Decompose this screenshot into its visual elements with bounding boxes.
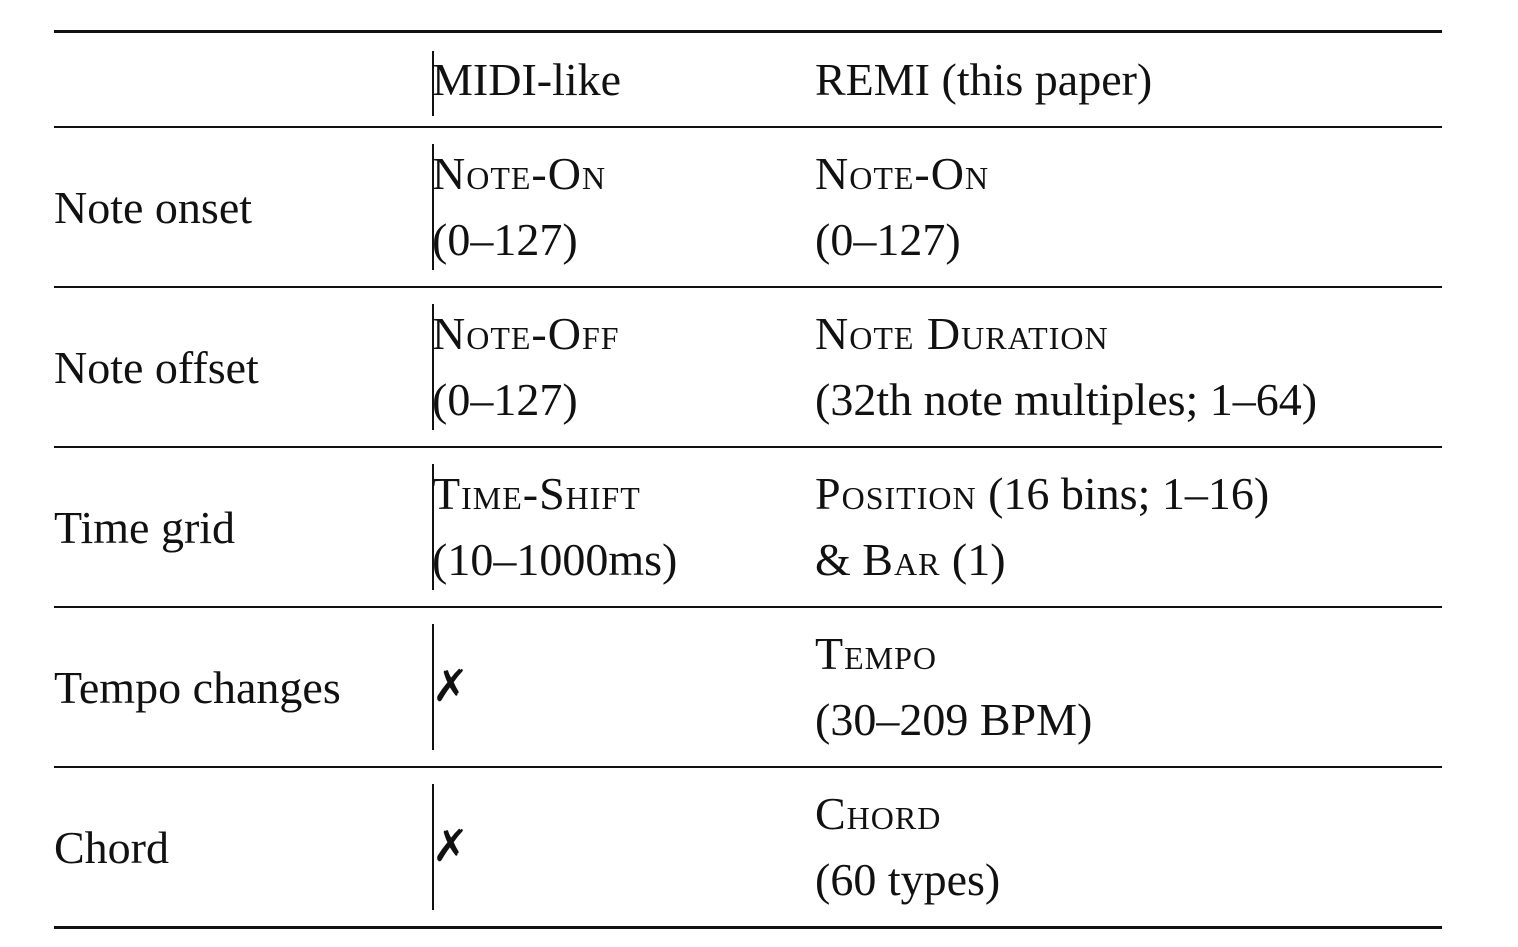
table-row <box>54 287 1442 447</box>
table-row <box>54 447 1442 607</box>
remi-event-name: Tempo <box>815 628 938 679</box>
header-remi-label: REMI (this paper) <box>815 53 1153 105</box>
row-remi-cell <box>815 127 1442 287</box>
representation-comparison-table <box>54 30 1442 929</box>
midi-event-name: Note-On <box>432 148 607 199</box>
remi-event-name: Note-On <box>815 148 990 199</box>
row-remi-cell <box>815 607 1442 767</box>
header-feature <box>54 33 432 127</box>
table-row <box>54 127 1442 287</box>
column-divider <box>432 304 434 430</box>
cross-mark-icon: ✗ <box>432 821 469 872</box>
row-feature: Chord <box>54 767 432 928</box>
header-remi <box>815 33 1442 127</box>
column-divider <box>432 144 434 270</box>
comparison-table-container <box>54 30 1442 929</box>
row-midi-cell <box>432 607 815 767</box>
row-midi-cell <box>432 287 815 447</box>
row-remi-cell <box>815 447 1442 607</box>
column-divider <box>432 624 434 750</box>
row-feature: Note offset <box>54 287 432 447</box>
column-divider <box>432 464 434 590</box>
remi-event-range: (60 types) <box>815 854 1001 905</box>
row-remi-cell <box>815 287 1442 447</box>
column-divider <box>432 51 434 116</box>
midi-event-name: Note-Off <box>432 308 620 359</box>
cross-mark-icon: ✗ <box>432 661 469 712</box>
remi-event-name: Note Duration <box>815 308 1109 359</box>
midi-event-range: (0–127) <box>432 374 578 425</box>
remi-event-range: (0–127) <box>815 214 961 265</box>
row-feature: Time grid <box>54 447 432 607</box>
header-midi-like <box>432 33 815 127</box>
row-feature: Tempo changes <box>54 607 432 767</box>
remi-event-name: Position <box>815 468 977 519</box>
header-midi-like-label: MIDI-like <box>432 53 622 105</box>
row-midi-cell <box>432 127 815 287</box>
header-row <box>54 33 1442 127</box>
remi-event-name: Chord <box>815 788 942 839</box>
midi-event-range: (0–127) <box>432 214 578 265</box>
row-midi-cell <box>432 767 815 928</box>
row-remi-cell <box>815 767 1442 928</box>
column-divider <box>432 784 434 910</box>
remi-event-range-inline: (16 bins; 1–16) <box>976 468 1270 519</box>
remi-event-range: (32th note multiples; 1–64) <box>815 374 1318 425</box>
table-row <box>54 607 1442 767</box>
remi-event-range: (30–209 BPM) <box>815 694 1093 745</box>
remi-bar-event-range: (1) <box>940 534 1006 585</box>
midi-event-name: Time-Shift <box>432 468 641 519</box>
row-feature: Note onset <box>54 127 432 287</box>
midi-event-range: (10–1000ms) <box>432 534 678 585</box>
table-row <box>54 767 1442 928</box>
remi-bar-event-name: Bar <box>862 534 941 585</box>
row-midi-cell <box>432 447 815 607</box>
remi-ampersand: & <box>815 534 863 585</box>
